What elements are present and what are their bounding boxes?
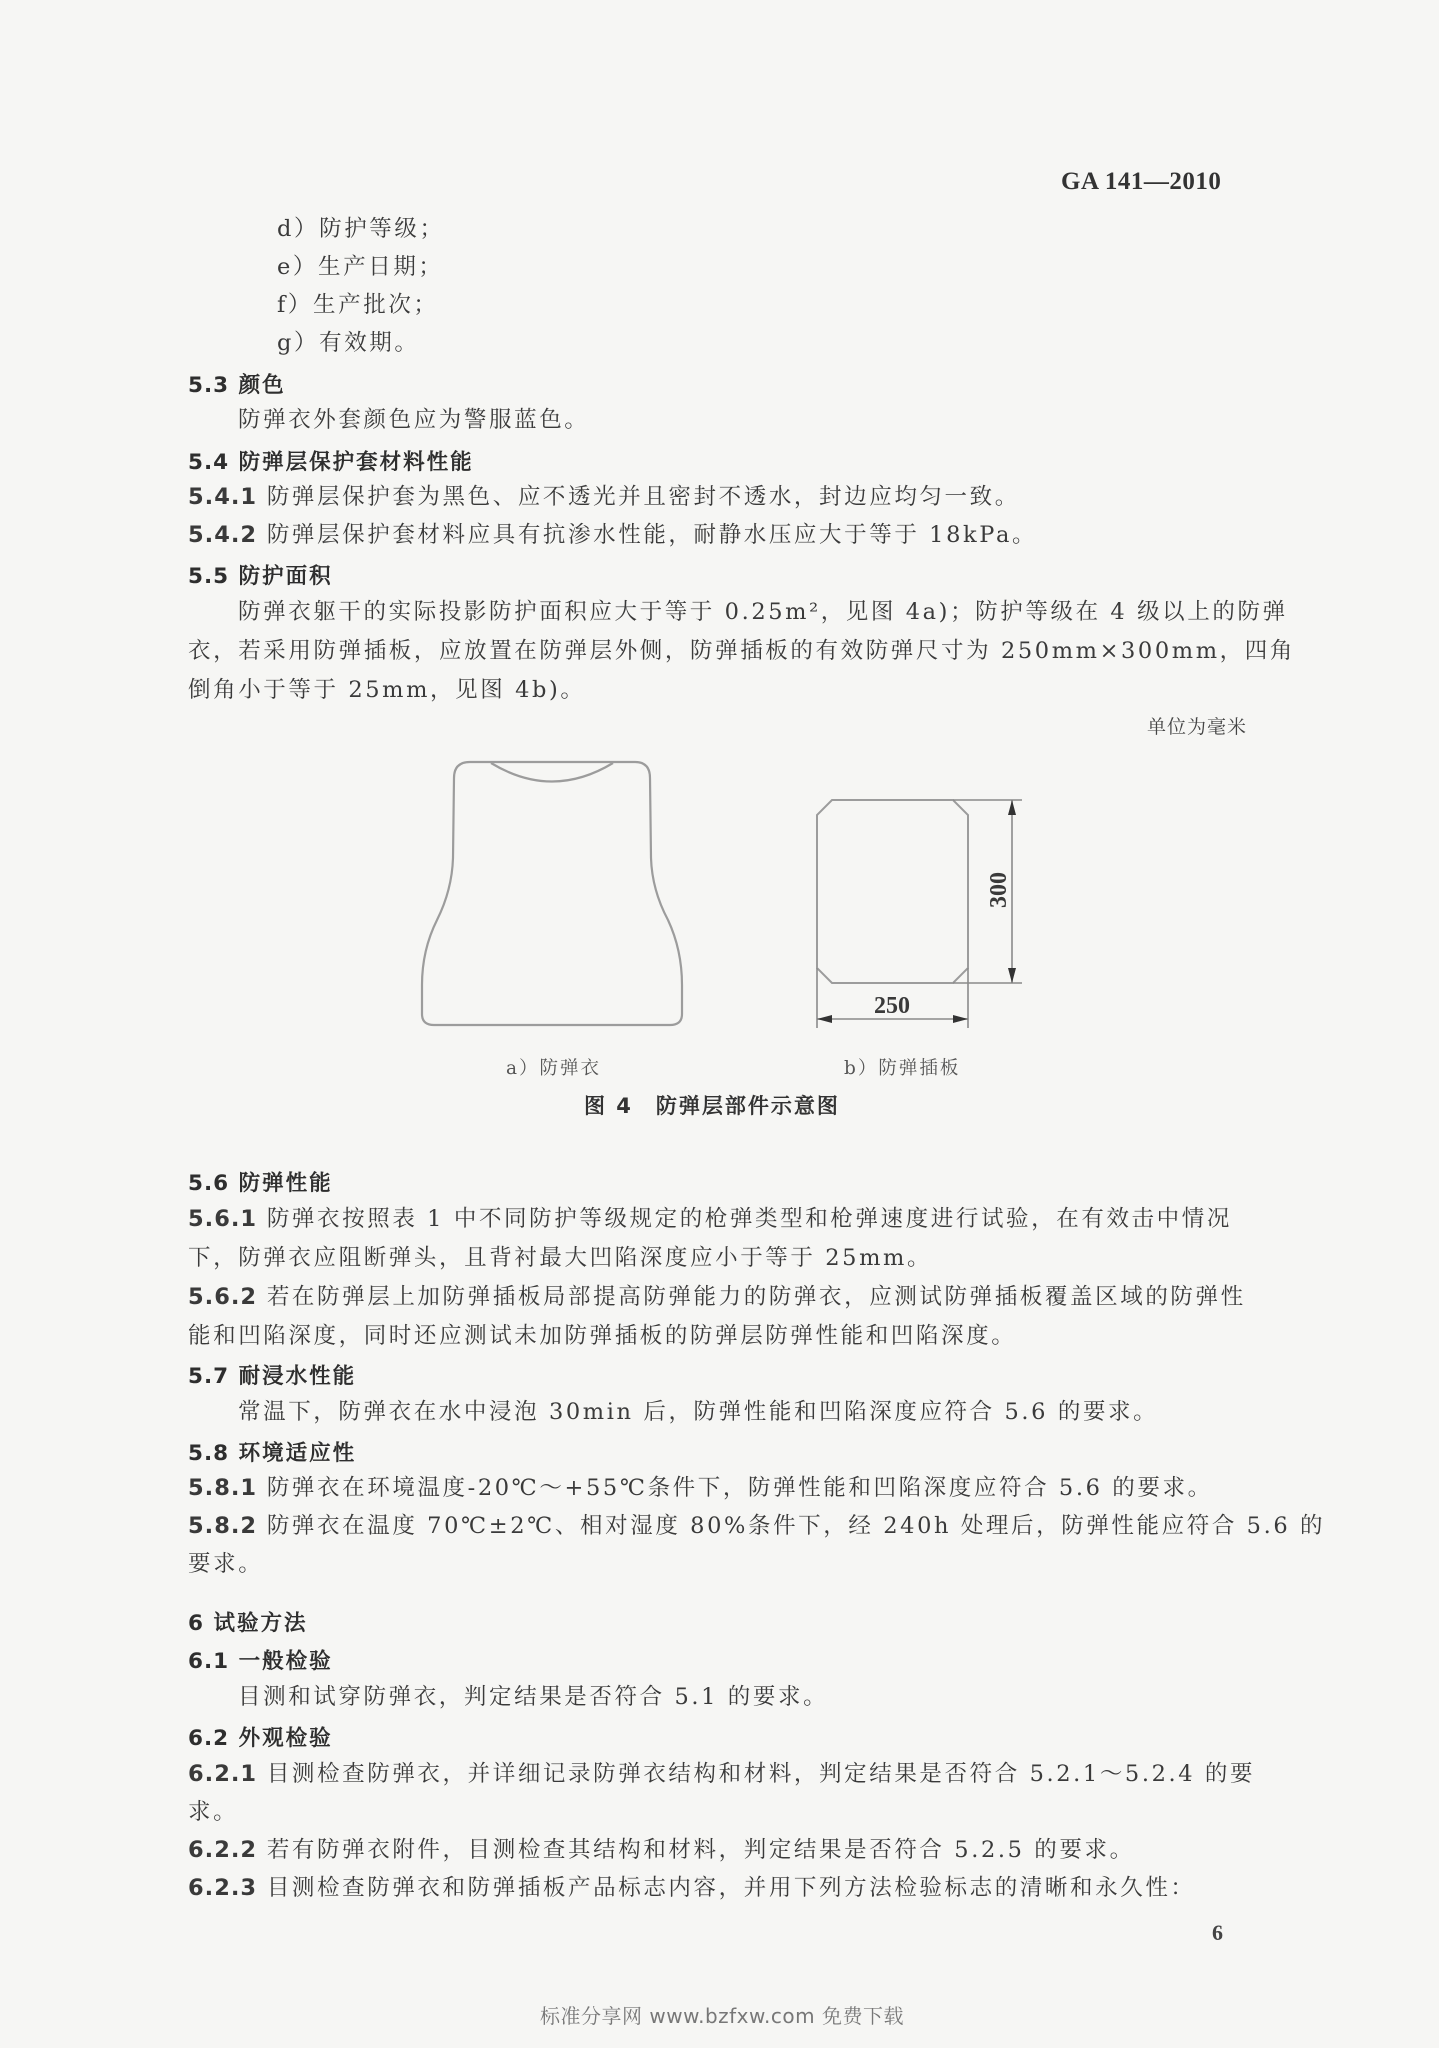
- dimension-lines: [817, 800, 1022, 1028]
- watermark-link[interactable]: 标准分享网 www.bzfxw.com 免费下载: [540, 2004, 904, 2028]
- list-marker: g）: [277, 330, 320, 356]
- section-heading-5-7: 5.7 耐浸水性能: [188, 1364, 357, 1389]
- figure-sub-caption-b: b）防弹插板: [844, 1058, 961, 1079]
- list-marker: f）: [277, 292, 314, 318]
- clause-6-2-1-cont: 求。: [188, 1799, 239, 1825]
- section-body-6-1: 目测和试穿防弹衣，判定结果是否符合 5.1 的要求。: [238, 1684, 829, 1710]
- dimension-width-label: 250: [874, 993, 910, 1019]
- clause-6-2-2: 6.2.2 若有防弹衣附件，目测检查其结构和材料，判定结果是否符合 5.2.5 的要求。: [188, 1837, 1135, 1863]
- clause-5-6-1: 5.6.1 防弹衣按照表 1 中不同防护等级规定的枪弹类型和枪弹速度进行试验，在有效击中情况: [188, 1206, 1232, 1232]
- list-marker: d）: [277, 216, 320, 242]
- section-heading-5-4: 5.4 防弹层保护套材料性能: [188, 450, 474, 475]
- vest-outline: [422, 762, 682, 1025]
- list-marker: e）: [277, 254, 319, 280]
- figure-sub-caption-a: a）防弹衣: [506, 1058, 602, 1079]
- list-item: [277, 329, 420, 357]
- clause-6-2-3: 6.2.3 目测检查防弹衣和防弹插板产品标志内容，并用下列方法检验标志的清晰和永久性：: [188, 1875, 1196, 1901]
- clause-5-6-1-cont: 下，防弹衣应阻断弹头，且背衬最大凹陷深度应小于等于 25mm。: [188, 1245, 933, 1271]
- list-text: 有效期。: [319, 330, 420, 356]
- plate-outline: [817, 800, 968, 983]
- section-heading-5-3: 5.3 颜色: [188, 373, 286, 398]
- section-heading-5-6: 5.6 防弹性能: [188, 1171, 333, 1196]
- section-body-5-5-line: 防弹衣躯干的实际投影防护面积应大于等于 0.25m²，见图 4a)；防护等级在 4 级以上的防弹: [238, 599, 1288, 625]
- section-heading-5-5: 5.5 防护面积: [188, 564, 333, 589]
- section-body-5-7: 常温下，防弹衣在水中浸泡 30min 后，防弹性能和凹陷深度应符合 5.6 的要求。: [238, 1399, 1159, 1425]
- list-text: 防护等级；: [319, 216, 445, 242]
- list-text: 生产批次；: [313, 292, 439, 318]
- section-heading-6-2: 6.2 外观检验: [188, 1726, 333, 1751]
- clause-6-2-1: 6.2.1 目测检查防弹衣，并详细记录防弹衣结构和材料，判定结果是否符合 5.2.1～5.2.4 的要: [188, 1761, 1256, 1787]
- unit-note: 单位为毫米: [1147, 716, 1248, 738]
- section-heading-6: 6 试验方法: [188, 1611, 308, 1636]
- clause-5-8-2: 5.8.2 防弹衣在温度 70℃±2℃、相对湿度 80%条件下，经 240h 处理后，防弹性能应符合 5.6 的: [188, 1513, 1326, 1539]
- page-number: 6: [1212, 1920, 1223, 1945]
- list-item: [277, 253, 444, 281]
- standard-code: GA 141—2010: [1061, 168, 1222, 195]
- dimension-height-label: 300: [986, 872, 1012, 908]
- clause-5-4-2: 5.4.2 防弹层保护套材料应具有抗渗水性能，耐静水压应大于等于 18kPa。: [188, 522, 1038, 548]
- figure-caption: 图 4 防弹层部件示意图: [584, 1094, 840, 1118]
- section-heading-6-1: 6.1 一般检验: [188, 1649, 333, 1674]
- clause-5-8-1: 5.8.1 防弹衣在环境温度-20℃～+55℃条件下，防弹性能和凹陷深度应符合 5.6 的要求。: [188, 1475, 1213, 1501]
- section-heading-5-8: 5.8 环境适应性: [188, 1441, 357, 1466]
- list-item: [277, 215, 445, 243]
- clause-5-6-2-cont: 能和凹陷深度，同时还应测试未加防弹插板的防弹层防弹性能和凹陷深度。: [188, 1323, 1017, 1349]
- section-body-5-5-line: 倒角小于等于 25mm，见图 4b)。: [188, 677, 586, 703]
- clause-5-6-2: 5.6.2 若在防弹层上加防弹插板局部提高防弹能力的防弹衣，应测试防弹插板覆盖区域的防弹性: [188, 1284, 1246, 1310]
- section-body-5-5-line: 衣，若采用防弹插板，应放置在防弹层外侧，防弹插板的有效防弹尺寸为 250mm×300mm，四角: [188, 638, 1295, 664]
- clause-5-8-2-cont: 要求。: [188, 1551, 264, 1577]
- clause-5-4-1: 5.4.1 防弹层保护套为黑色、应不透光并且密封不透水，封边应均匀一致。: [188, 484, 1020, 510]
- list-text: 生产日期；: [318, 254, 444, 280]
- list-item: [277, 291, 439, 319]
- section-body-5-3: 防弹衣外套颜色应为警服蓝色。: [238, 407, 590, 433]
